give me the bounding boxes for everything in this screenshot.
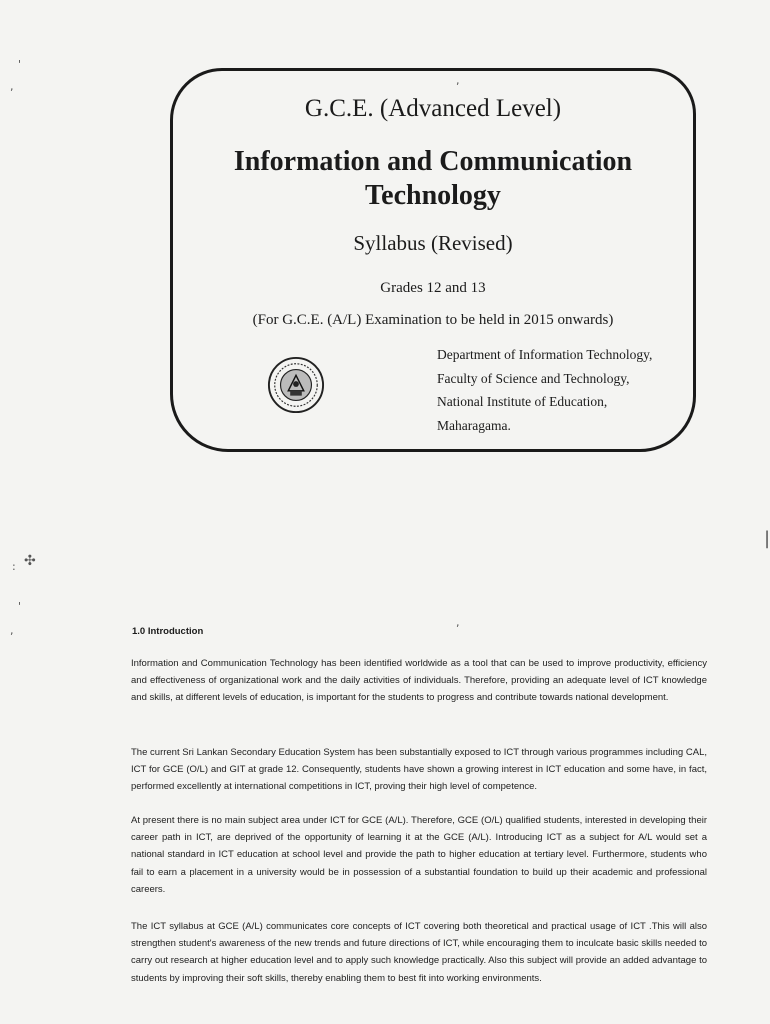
scan-speck: ✣ xyxy=(24,553,36,569)
grades-text: Grades 12 and 13 xyxy=(380,280,486,296)
intro-paragraph: At present there is no main subject area under ICT for GCE (A/L). Therefore, GCE (O/L) qualified students, interested in developing their career path in ICT, are deprived of the opportunity of learning it at the GCE (A/L). Introducing ICT as a subject for A/L would set a national standard in ICT education at school level and provide the path to higher education at tertiary level. Furthermore, students who fail to earn a placement in a university would be in possession of a substantial foundation to build up their academic and professional careers. xyxy=(131,815,707,895)
intro-paragraph: The current Sri Lankan Secondary Education System has been substantially exposed to ICT through various programmes including CAL, ICT for GCE (O/L) and GIT at grade 12. Consequently, students have shown a growing interest in ICT education and some have, in fact, performed excellently at international competitions in ICT, proving their high level of competence. xyxy=(131,747,707,793)
scan-speck: : xyxy=(12,560,16,573)
scan-speck: , xyxy=(456,616,460,629)
intro-paragraph: Information and Communication Technology has been identified worldwide as a tool that can be used to improve productivity, efficiency and effectiveness of organizational work and the daily activities of individuals. Therefore, providing an adequate level of ICT knowledge and skills, at different levels of education, is important for the students to progress and contribute towards national development. xyxy=(131,658,707,704)
address-line: National Institute of Education, xyxy=(437,394,608,409)
scan-speck: ' xyxy=(18,600,22,613)
exam-note: (For G.C.E. (A/L) Examination to be held in 2015 onwards) xyxy=(252,312,614,328)
nie-emblem-icon xyxy=(267,356,325,414)
gce-heading: G.C.E. (Advanced Level) xyxy=(304,95,562,122)
address-line: Department of Information Technology, xyxy=(437,347,653,362)
scan-speck: ' xyxy=(18,58,22,71)
scan-speck: , xyxy=(456,74,460,87)
subject-title: Information and Communication Technology xyxy=(233,146,633,211)
address-block xyxy=(437,343,652,437)
scan-speck: , xyxy=(10,80,14,93)
address-line: Faculty of Science and Technology, xyxy=(437,370,630,386)
scan-speck: , xyxy=(10,624,14,637)
intro-paragraph: The ICT syllabus at GCE (A/L) communicates core concepts of ICT covering both theoretical and practical usage of ICT .This will also strengthen student's awareness of the new trends and future directions of ICT, while encouraging them to inculcate basic skills needed to carry out research at higher education level and to apply such knowledge practically. Also this subject will provide an added advantage to students by improving their soft skills, thereby enabling them to best fit into working environments. xyxy=(131,921,707,984)
title-box xyxy=(170,68,696,452)
syllabus-heading: Syllabus (Revised) xyxy=(353,231,513,255)
scan-speck: | xyxy=(764,528,770,549)
section-heading-introduction: 1.0 Introduction xyxy=(132,626,204,637)
address-line: Maharagama. xyxy=(437,417,511,433)
